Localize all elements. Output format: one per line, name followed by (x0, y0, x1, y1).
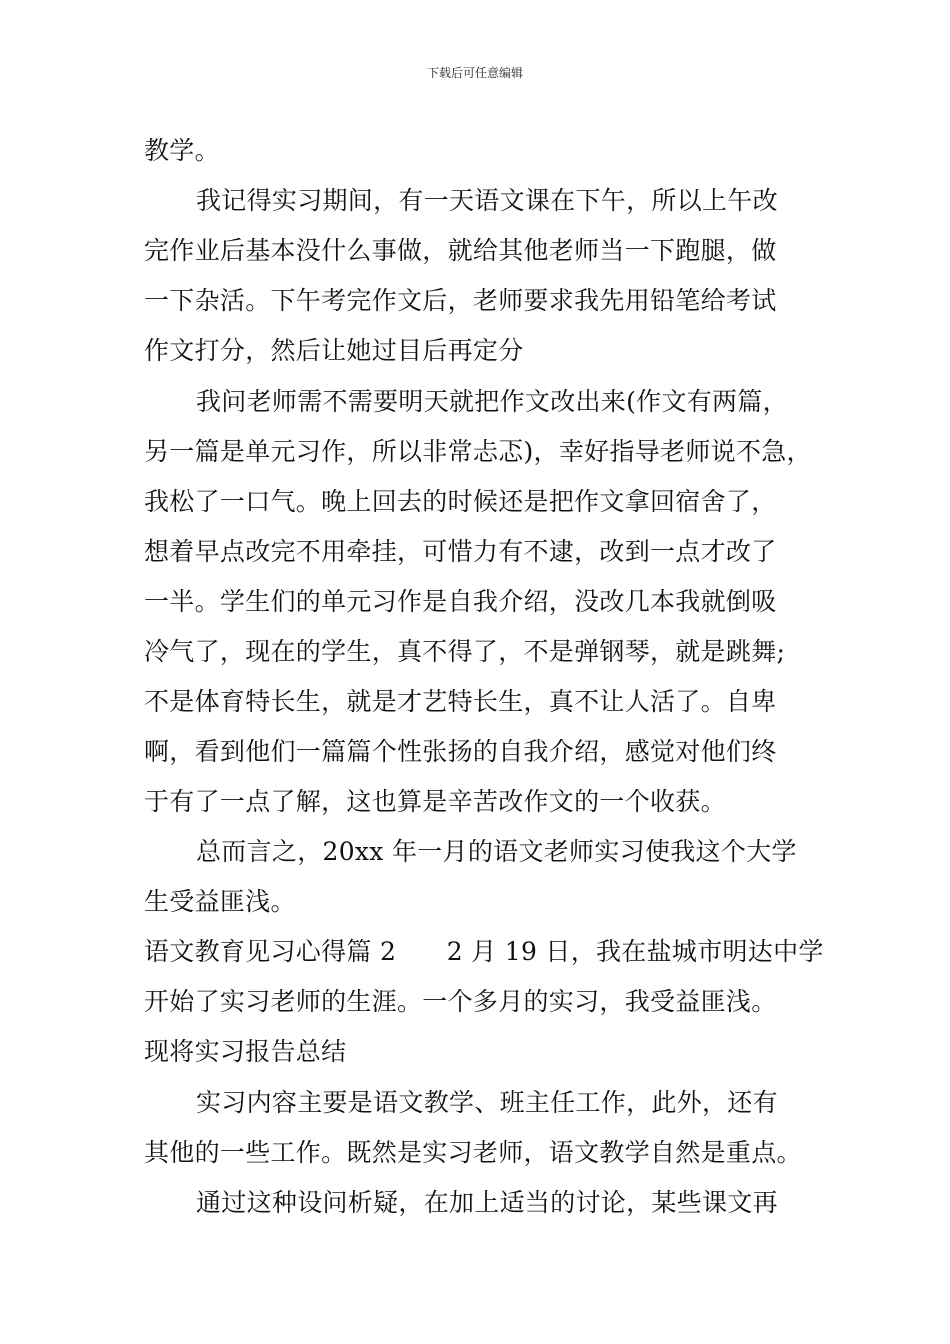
text-line: 一下杂活。下午考完作文后，老师要求我先用铅笔给考试 (144, 286, 777, 315)
text-line: 我记得实习期间，有一天语文课在下午，所以上午改 (196, 186, 778, 215)
text-line: 啊，看到他们一篇篇个性张扬的自我介绍，感觉对他们终 (144, 737, 777, 766)
text-line: 不是体育特长生，就是才艺特长生，真不让人活了。自卑 (144, 687, 777, 716)
text-line: 开始了实习老师的生涯。一个多月的实习，我受益匪浅。 (144, 987, 777, 1016)
text-line: 实习内容主要是语文教学、班主任工作，此外，还有 (196, 1088, 778, 1117)
text-line: 其他的一些工作。既然是实习老师，语文教学自然是重点。 (144, 1138, 802, 1167)
text-line: 总而言之，20xx 年一月的语文老师实习使我这个大学 (196, 837, 797, 866)
text-line: 作文打分，然后让她过目后再定分 (144, 336, 524, 365)
text-line: 我松了一口气。晚上回去的时候还是把作文拿回宿舍了， (144, 487, 777, 516)
text-line: 一半。学生们的单元习作是自我介绍，没改几本我就倒吸 (144, 587, 777, 616)
text-line: 完作业后基本没什么事做，就给其他老师当一下跑腿，做 (144, 236, 777, 265)
text-line: 于有了一点了解，这也算是辛苦改作文的一个收获。 (144, 787, 726, 816)
text-line: 教学。 (144, 136, 220, 165)
text-line: 生受益匪浅。 (144, 887, 296, 916)
text-line: 想着早点改完不用牵挂，可惜力有不逮，改到一点才改了 (144, 537, 777, 566)
page-header: 下载后可任意编辑 (426, 66, 523, 80)
text-line: 另一篇是单元习作，所以非常忐忑)，幸好指导老师说不急， (144, 437, 812, 466)
text-line: 我问老师需不需要明天就把作文改出来(作文有两篇， (196, 387, 788, 416)
text-line: 现将实习报告总结 (144, 1037, 347, 1066)
text-line: 语文教育见习心得篇 2 2 月 19 日，我在盐城市明达中学 (144, 937, 824, 966)
text-line: 通过这种设问析疑，在加上适当的讨论，某些课文再 (196, 1188, 778, 1217)
text-line: 冷气了，现在的学生，真不得了，不是弹钢琴，就是跳舞; (144, 637, 786, 666)
